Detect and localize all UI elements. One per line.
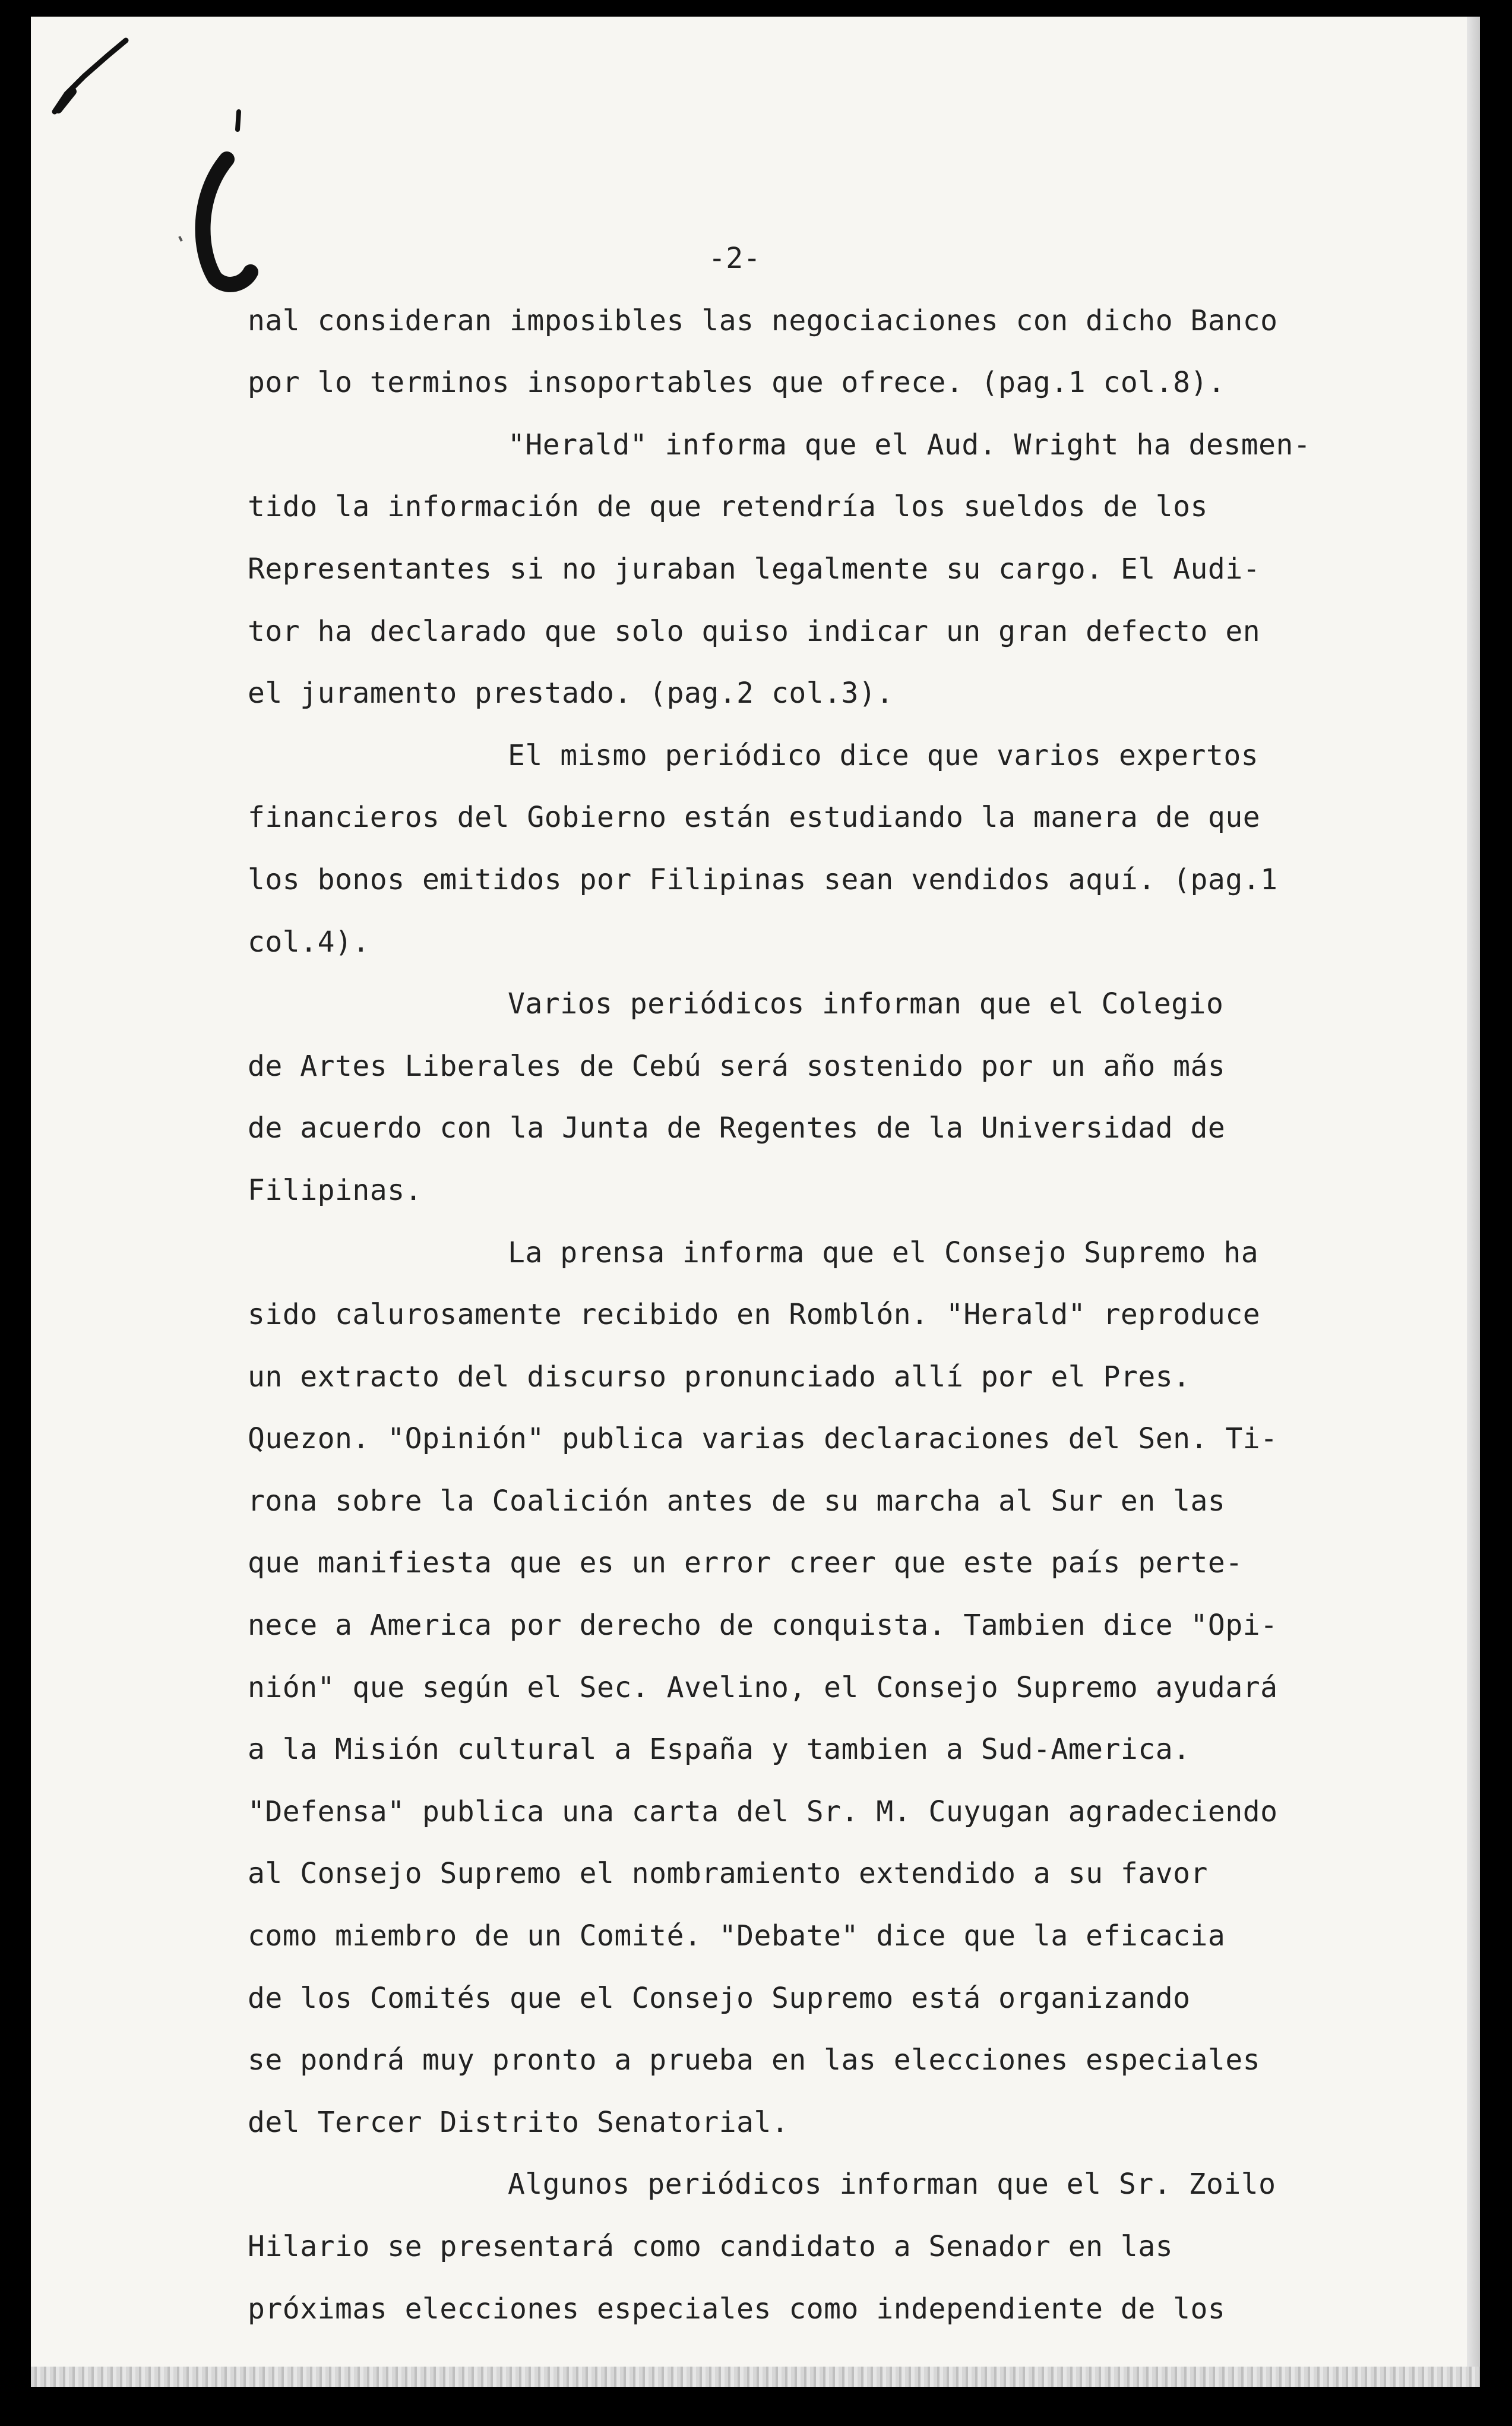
text-line: Varios periódicos informan que el Colegio	[508, 987, 1224, 1021]
text-line: El mismo periódico dice que varios expertos	[508, 738, 1259, 772]
text-line: al Consejo Supremo el nombramiento extendido a su favor	[248, 1857, 1208, 1891]
text-line: un extracto del discurso pronunciado allí por el Pres.	[248, 1360, 1191, 1394]
text-line: que manifiesta que es un error creer que este país perte-	[248, 1546, 1243, 1580]
text-line: rona sobre la Coalición antes de su marcha al Sur en las	[248, 1484, 1226, 1518]
pen-stroke-mark	[49, 34, 156, 118]
text-line: La prensa informa que el Consejo Supremo ha	[508, 1236, 1259, 1269]
text-line: Quezon. "Opinión" publica varias declaraciones del Sen. Ti-	[248, 1422, 1278, 1456]
text-line: se pondrá muy pronto a prueba en las elecciones especiales	[248, 2043, 1261, 2077]
text-line: "Defensa" publica una carta del Sr. M. Cuyugan agradeciendo	[248, 1795, 1278, 1828]
text-line: Representantes si no juraban legalmente su cargo. El Audi-	[248, 552, 1261, 586]
text-line: los bonos emitidos por Filipinas sean vendidos aquí. (pag.1	[248, 863, 1278, 896]
page-edge	[1467, 17, 1480, 2387]
text-line: próximas elecciones especiales como independiente de los	[248, 2292, 1226, 2326]
text-line: el juramento prestado. (pag.2 col.3).	[248, 677, 894, 710]
text-line: sido calurosamente recibido en Romblón. "Herald" reproduce	[248, 1298, 1261, 1332]
text-line: Hilario se presentará como candidato a Senador en las	[248, 2230, 1173, 2263]
text-line: nece a America por derecho de conquista. Tambien dice "Opi-	[248, 1609, 1278, 1642]
text-line: tor ha declarado que solo quiso indicar un gran defecto en	[248, 614, 1261, 648]
text-line: Algunos periódicos informan que el Sr. Zoilo	[508, 2168, 1276, 2201]
text-line: "Herald" informa que el Aud. Wright ha desmen-	[508, 428, 1311, 462]
text-line: por lo terminos insoportables que ofrece. (pag.1 col.8).	[248, 366, 1226, 400]
text-line: de acuerdo con la Junta de Regentes de la Universidad de	[248, 1111, 1226, 1145]
text-line: nal consideran imposibles las negociaciones con dicho Banco	[248, 304, 1278, 337]
page-bottom-edge	[31, 2367, 1480, 2387]
text-line: como miembro de un Comité. "Debate" dice que la eficacia	[248, 1919, 1226, 1953]
text-line: col.4).	[248, 925, 370, 959]
document-page	[31, 17, 1480, 2387]
text-line: a la Misión cultural a España y tambien a Sud-America.	[248, 1733, 1191, 1767]
text-line: del Tercer Distrito Senatorial.	[248, 2105, 789, 2139]
text-line: de Artes Liberales de Cebú será sostenido por un año más	[248, 1049, 1226, 1083]
page-number: -2-	[708, 242, 761, 275]
text-line: nión" que según el Sec. Avelino, el Consejo Supremo ayudará	[248, 1670, 1278, 1704]
text-line: tido la información de que retendría los sueldos de los	[248, 490, 1208, 524]
text-line: Filipinas.	[248, 1173, 422, 1207]
document-text	[248, 228, 1388, 2340]
text-line: de los Comités que el Consejo Supremo está organizando	[248, 1981, 1191, 2015]
text-line: financieros del Gobierno están estudiando la manera de que	[248, 801, 1261, 835]
